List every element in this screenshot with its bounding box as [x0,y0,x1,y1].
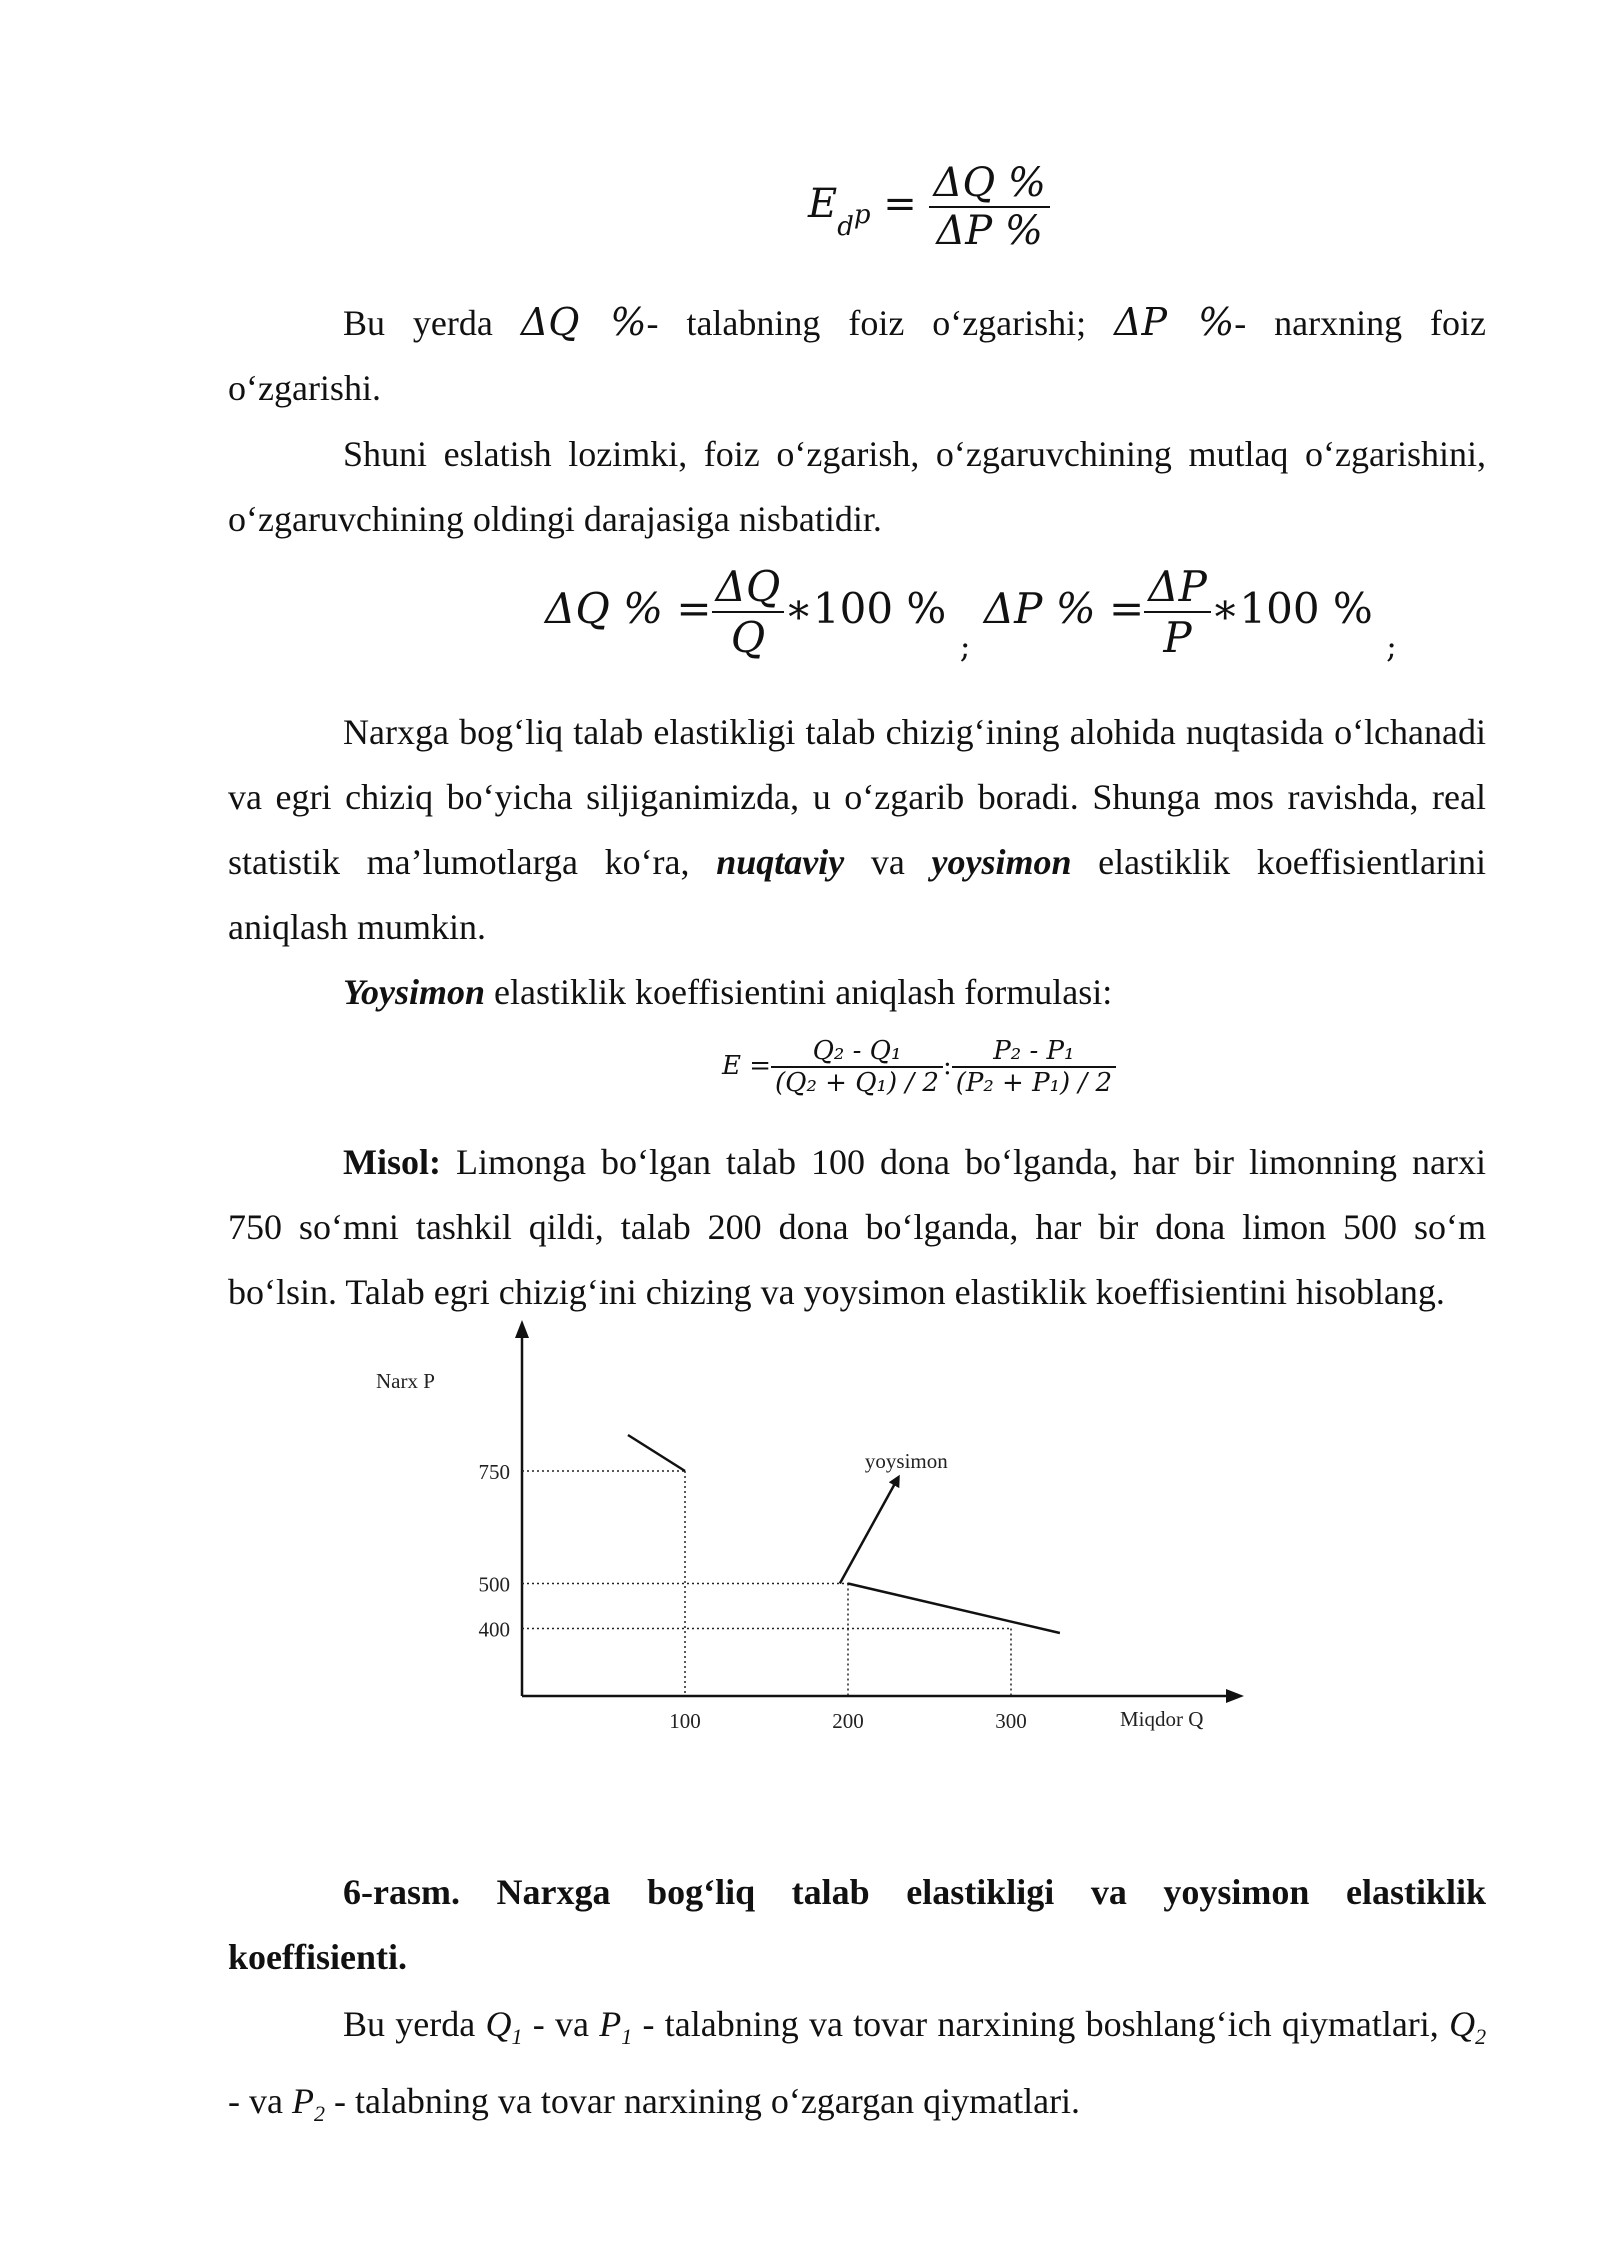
x-tick-label: 100 [669,1709,701,1733]
demand-curve-chart [0,1320,1600,1800]
chart-marks [479,1435,1060,1733]
y-tick-label: 750 [478,1460,510,1484]
delta-q-symbol: ΔQ % [520,300,647,344]
x-tick-label: 200 [832,1709,864,1733]
elasticity-formula: $E_dp$ = $\frac{\Delta Q \%}{\Delta P \%}$ [808,160,1050,254]
x-tick-label: 300 [995,1709,1027,1733]
y-tick-label: 500 [478,1572,510,1597]
paragraph-definitions: Bu yerda ΔQ %- talabning foiz o‘zgarishi; ΔP %- narxning foiz o‘zgarishi. [228,300,1486,408]
formula-sub: d [837,212,854,242]
y-tick-label: 400 [478,1617,510,1642]
formula-denominator: ΔP % [936,208,1043,254]
paragraph-example: Misol: Limonga bo‘lgan talab 100 dona bo‘lganda, har bir limonning narxi 750 so‘mni tashkil qildi, talab 200 dona bo‘lganda, har bir dona limon 500 so‘m bo‘lsin. Talab egri chizig‘ini chizing va yoysimon elastiklik koeffisientini hisoblang. [228,1142,1487,1312]
y-axis-arrowhead [515,1320,529,1338]
y-axis-label: Narx P [376,1369,435,1393]
annotation-label: yoysimon [864,1449,948,1473]
paragraph-elasticity-types: Narxga bog‘liq talab elastikligi talab chizig‘ining alohida nuqtasida o‘lchanadi va egri chiziq bo‘yicha siljiganimizda, u o‘zgarib boradi. Shunga mos ravishda, real statistik ma’lumotlarga ko‘ra, nuqtaviy va yoysimon elastiklik koeffisientlarini aniqlash mumkin. [228,712,1487,947]
annotation-arrow [840,1480,897,1584]
percent-change-formulas: ΔQ % = $\frac{\Delta Q}{Q}$ ∗100 % $_;$ ΔP % = $\frac{\Delta P}{P}$ ∗100 % $_;$ [545,562,1397,665]
demand-curve-segment [848,1584,1060,1634]
arc-elasticity-formula: E = $\frac{\text{Q₂ - Q₁}}{\text{(Q₂ + Q₁) / 2}}$ : $\frac{\text{P₂ - P₁}}{\text{(P₂ + P₁) / 2}}$ [722,1036,1116,1098]
formula-numerator: ΔQ % [929,160,1049,208]
formula-sup: p [853,200,871,230]
paragraph-arc-formula-intro: Yoysimon elastiklik koeffisientini aniqlash formulasi: [343,972,1113,1012]
x-axis-label: Miqdor Q [1120,1707,1204,1731]
demand-curve-segment [628,1435,685,1471]
delta-p-symbol: ΔP % [1114,300,1235,344]
x-axis-arrowhead [1226,1689,1244,1703]
figure-caption: 6-rasm. Narxga bog‘liq talab elastikligi va yoysimon elastiklik koeffisienti. [228,1872,1486,1977]
paragraph-percent-change: Shuni eslatish lozimki, foiz o‘zgarish, o‘zgaruvchining mutlaq o‘zgarishini, o‘zgaruvchining oldingi darajasiga nisbatidir. [228,434,1486,539]
paragraph-variables: Bu yerda $Q_1$ - va $P_1$ - talabning va tovar narxining boshlang‘ich qiymatlari, $Q_2$ - va $P_2$ - talabning va tovar narxining o‘zgargan qiymatlari. [228,2004,1487,2127]
formula-lhs: E [808,181,838,227]
formula-fraction [929,160,1049,254]
